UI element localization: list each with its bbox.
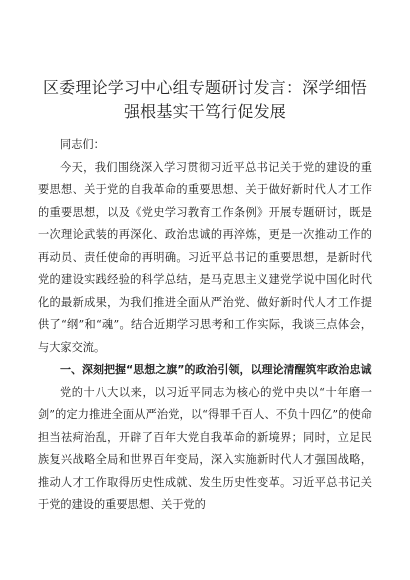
title-line-2: 强根基实干笃行促发展: [123, 102, 286, 121]
title-line-1: 区委理论学习中心组专题研讨发言：深学细悟: [42, 78, 367, 97]
paragraph-section-1: 党的十八大以来，以习近平同志为核心的党中央以“十年磨一剑”的定力推进全面从严治党，以“得罪千百人、不负十四亿”的使命担当祛疴治乱，开辟了百年大党自我革命的新境界；同时，立足民族复兴战略全局和世界百年变局，深入实施新时代人才强国战略，推动人才工作取得历史性成就、发生历史性变革。习近平总书记关于党的建设的重要思想、关于党的: [38, 385, 372, 511]
paragraph-intro: 今天，我们围绕深入学习贯彻习近平总书记关于党的建设的重要思想、关于党的自我革命的重要思想、关于做好新时代人才工作的重要思想，以及《党史学习教育工作条例》开展专题研讨，既是一次理论武装的再深化、政治忠诚的再淬炼，更是一次推动工作的再动员、责任使命的再明确。习近平总书记的重要思想，是新时代党的建设实践经验的科学总结，是马克思主义建党学说中国化时代化的最新成果，为我们推进全面从严治党、做好新时代人才工作提供了“纲”和“魂”。结合近期学习思考和工作实际，我谈三点体会，与大家交流。: [38, 160, 372, 354]
document-title: [38, 76, 372, 124]
document-body: [38, 134, 372, 517]
section-heading-1: 一、深刻把握“思想之旗”的政治引领，以理论清醒筑牢政治忠诚: [60, 363, 372, 376]
greeting: 同志们：: [60, 138, 105, 151]
